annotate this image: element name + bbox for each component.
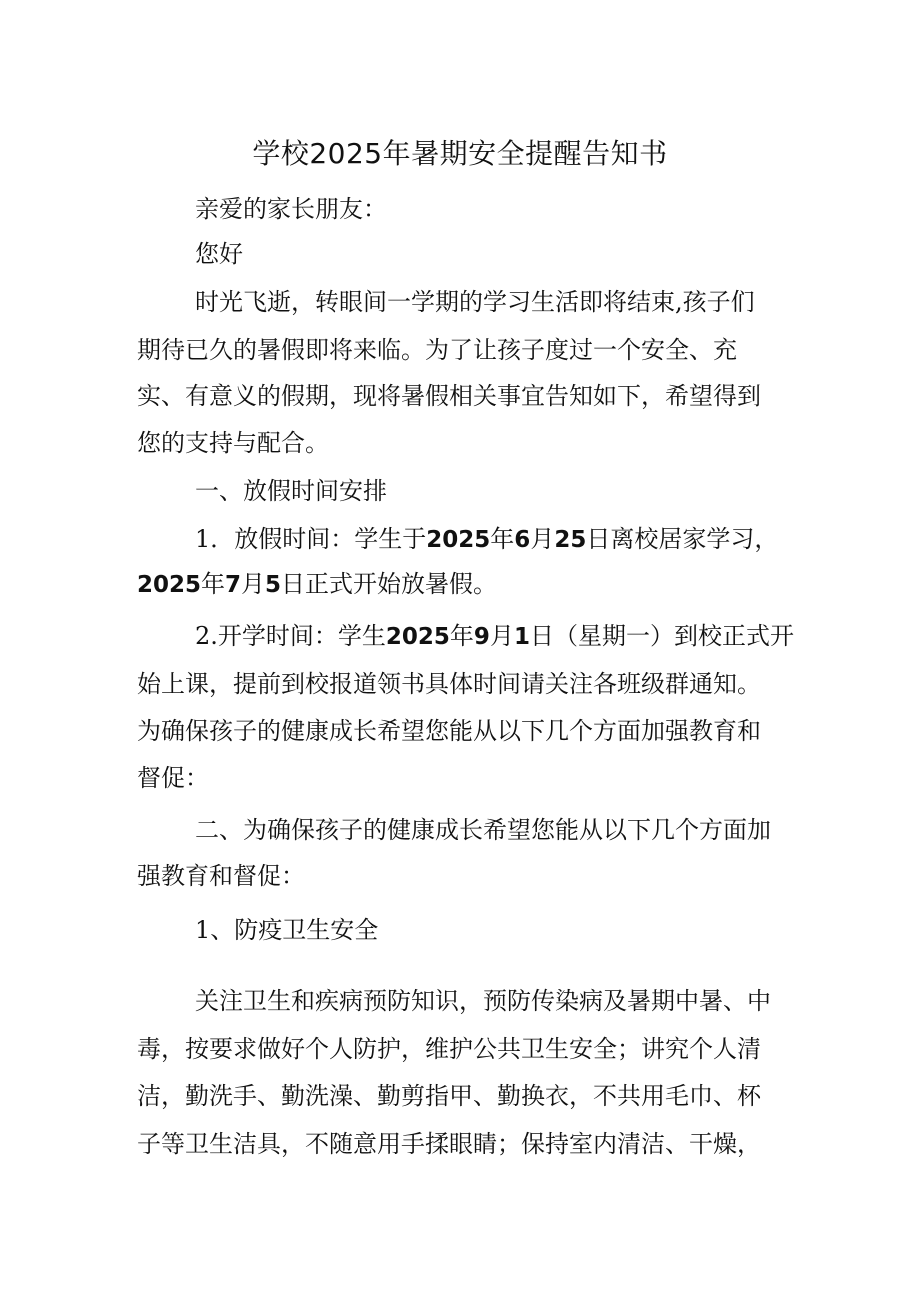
date-unit: 月 (241, 570, 266, 598)
date-unit: 月 (530, 525, 555, 553)
item-text: 日离校居家学习， (586, 525, 779, 553)
item-text: 日（星期一）到校正式开 (529, 622, 794, 650)
date-number: 9 (473, 624, 490, 650)
section-1-item-2-line-1 (195, 620, 794, 653)
date-number: 5 (265, 572, 282, 598)
section-1-item-2-line-4: 督促： (137, 764, 209, 792)
date-number: 7 (225, 572, 242, 598)
section-1-item-1-line-2 (137, 568, 497, 601)
section-2-sub-1-line-4: 子等卫生洁具，不随意用手揉眼睛；保持室内清洁、干燥， (137, 1130, 761, 1158)
document-title: 学校2025年暑期安全提醒告知书 (252, 137, 668, 170)
section-2-sub-1-heading: 1、防疫卫生安全 (195, 916, 379, 944)
date-unit: 年 (490, 525, 515, 553)
section-1-item-2-line-2: 始上课，提前到校报道领书具体时间请关注各班级群通知。 (137, 670, 761, 698)
section-2-sub-1-line-1: 关注卫生和疾病预防知识，预防传染病及暑期中暑、中 (195, 987, 771, 1015)
date-unit: 月 (489, 622, 514, 650)
intro-line-4: 您的支持与配合。 (137, 429, 329, 457)
date-number: 1 (513, 624, 530, 650)
item-text: 1．放假时间：学生于 (195, 525, 427, 553)
intro-line-3: 实、有意义的假期，现将暑假相关事宜告知如下，希望得到 (137, 382, 761, 410)
date-unit: 年 (201, 570, 226, 598)
greeting: 亲爱的家长朋友： (195, 195, 387, 223)
date-number: 2025 (385, 624, 450, 650)
section-2-heading-line-1: 二、为确保孩子的健康成长希望您能从以下几个方面加 (195, 816, 771, 844)
intro-line-1: 时光飞逝，转眼间一学期的学习生活即将结束,孩子们 (195, 288, 755, 316)
date-unit: 年 (449, 622, 474, 650)
item-text: 日正式开始放暑假。 (281, 570, 498, 598)
intro-line-2: 期待已久的暑假即将来临。为了让孩子度过一个安全、充 (137, 336, 737, 364)
section-1-item-1-line-1 (195, 523, 778, 556)
item-text: 2.开学时间：学生 (195, 622, 386, 650)
section-1-heading: 一、放假时间安排 (195, 477, 387, 505)
date-number: 6 (514, 527, 531, 553)
section-1-item-2-line-3: 为确保孩子的健康成长希望您能从以下几个方面加强教育和 (137, 717, 761, 745)
section-2-heading-line-2: 强教育和督促： (137, 862, 305, 890)
section-2-sub-1-line-3: 洁，勤洗手、勤洗澡、勤剪指甲、勤换衣，不共用毛巾、杯 (137, 1082, 761, 1110)
salutation: 您好 (195, 240, 243, 268)
date-number: 2025 (137, 572, 202, 598)
date-number: 2025 (426, 527, 491, 553)
date-number: 25 (554, 527, 587, 553)
section-2-sub-1-line-2: 毒，按要求做好个人防护，维护公共卫生安全；讲究个人清 (137, 1035, 761, 1063)
